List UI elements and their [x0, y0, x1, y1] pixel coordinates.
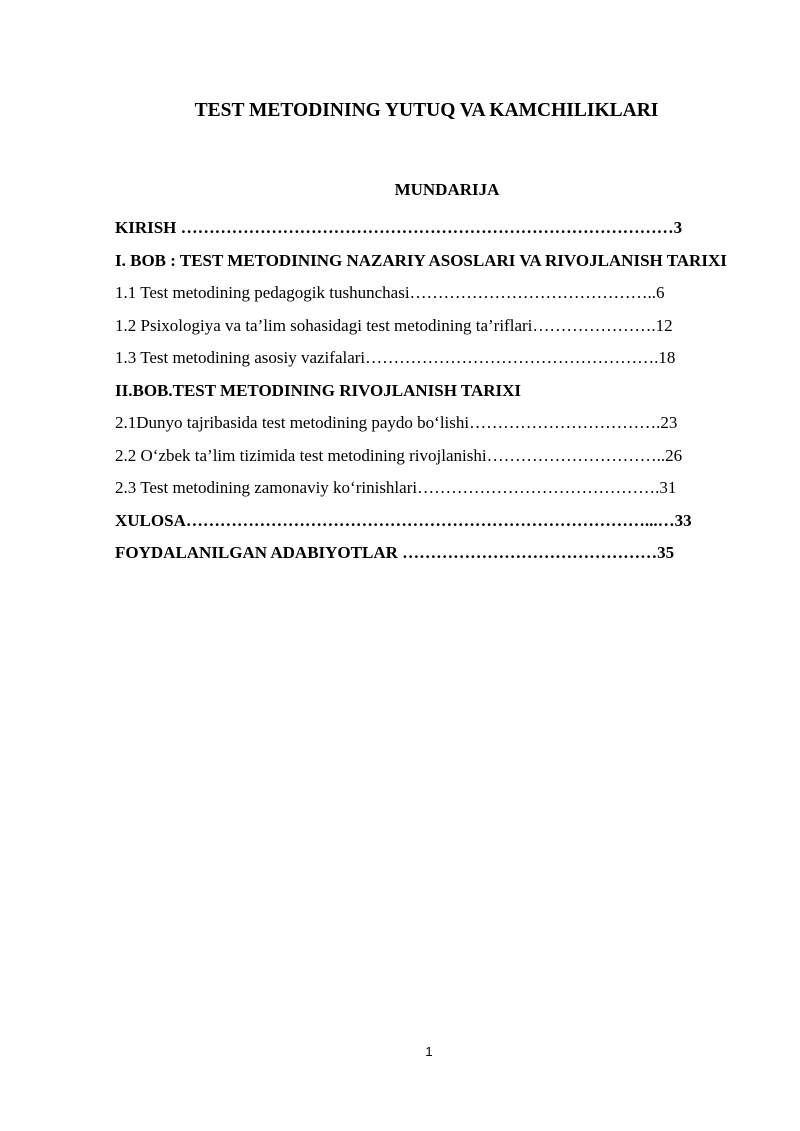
toc-heading: MUNDARIJA — [394, 180, 500, 199]
toc-entry-1-3: 1.3 Test metodining asosiy vazifalari…………………………………………….18 — [115, 348, 676, 367]
toc-entry-kirish: KIRISH ……………………………………………………………………………3 — [115, 218, 683, 237]
toc-entry-2-3: 2.3 Test metodining zamonaviy ko‘rinishlari…………………………………….31 — [115, 478, 677, 497]
toc-entry-1-2: 1.2 Psixologiya va ta’lim sohasidagi test metodining ta’riflari………………….12 — [115, 315, 673, 335]
toc-entry-1-1: 1.1 Test metodining pedagogik tushunchasi……………………………………..6 — [115, 283, 665, 302]
toc-entry-adabiyotlar: FOYDALANILGAN ADABIYOTLAR ………………………………………35 — [115, 543, 675, 562]
toc-entry-chapter-2: II.BOB.TEST METODINING RIVOJLANISH TARIXI — [115, 380, 522, 400]
table-of-contents — [115, 212, 743, 570]
page-number: 1 — [425, 1044, 433, 1059]
toc-entry-chapter-1: I. BOB : TEST METODINING NAZARIY ASOSLARI VA RIVOJLANISH TARIXI — [115, 250, 727, 270]
toc-entry-2-2: 2.2 O‘zbek ta’lim tizimida test metodining rivojlanishi…………………………..26 — [115, 445, 683, 465]
toc-entry-2-1: 2.1Dunyo tajribasida test metodining paydo bo‘lishi…………………………….23 — [115, 413, 678, 432]
toc-entry-xulosa: XULOSA………………………………………………………………………...…33 — [115, 510, 692, 530]
page-title: TEST METODINING YUTUQ VA KAMCHILIKLARI — [194, 100, 659, 121]
